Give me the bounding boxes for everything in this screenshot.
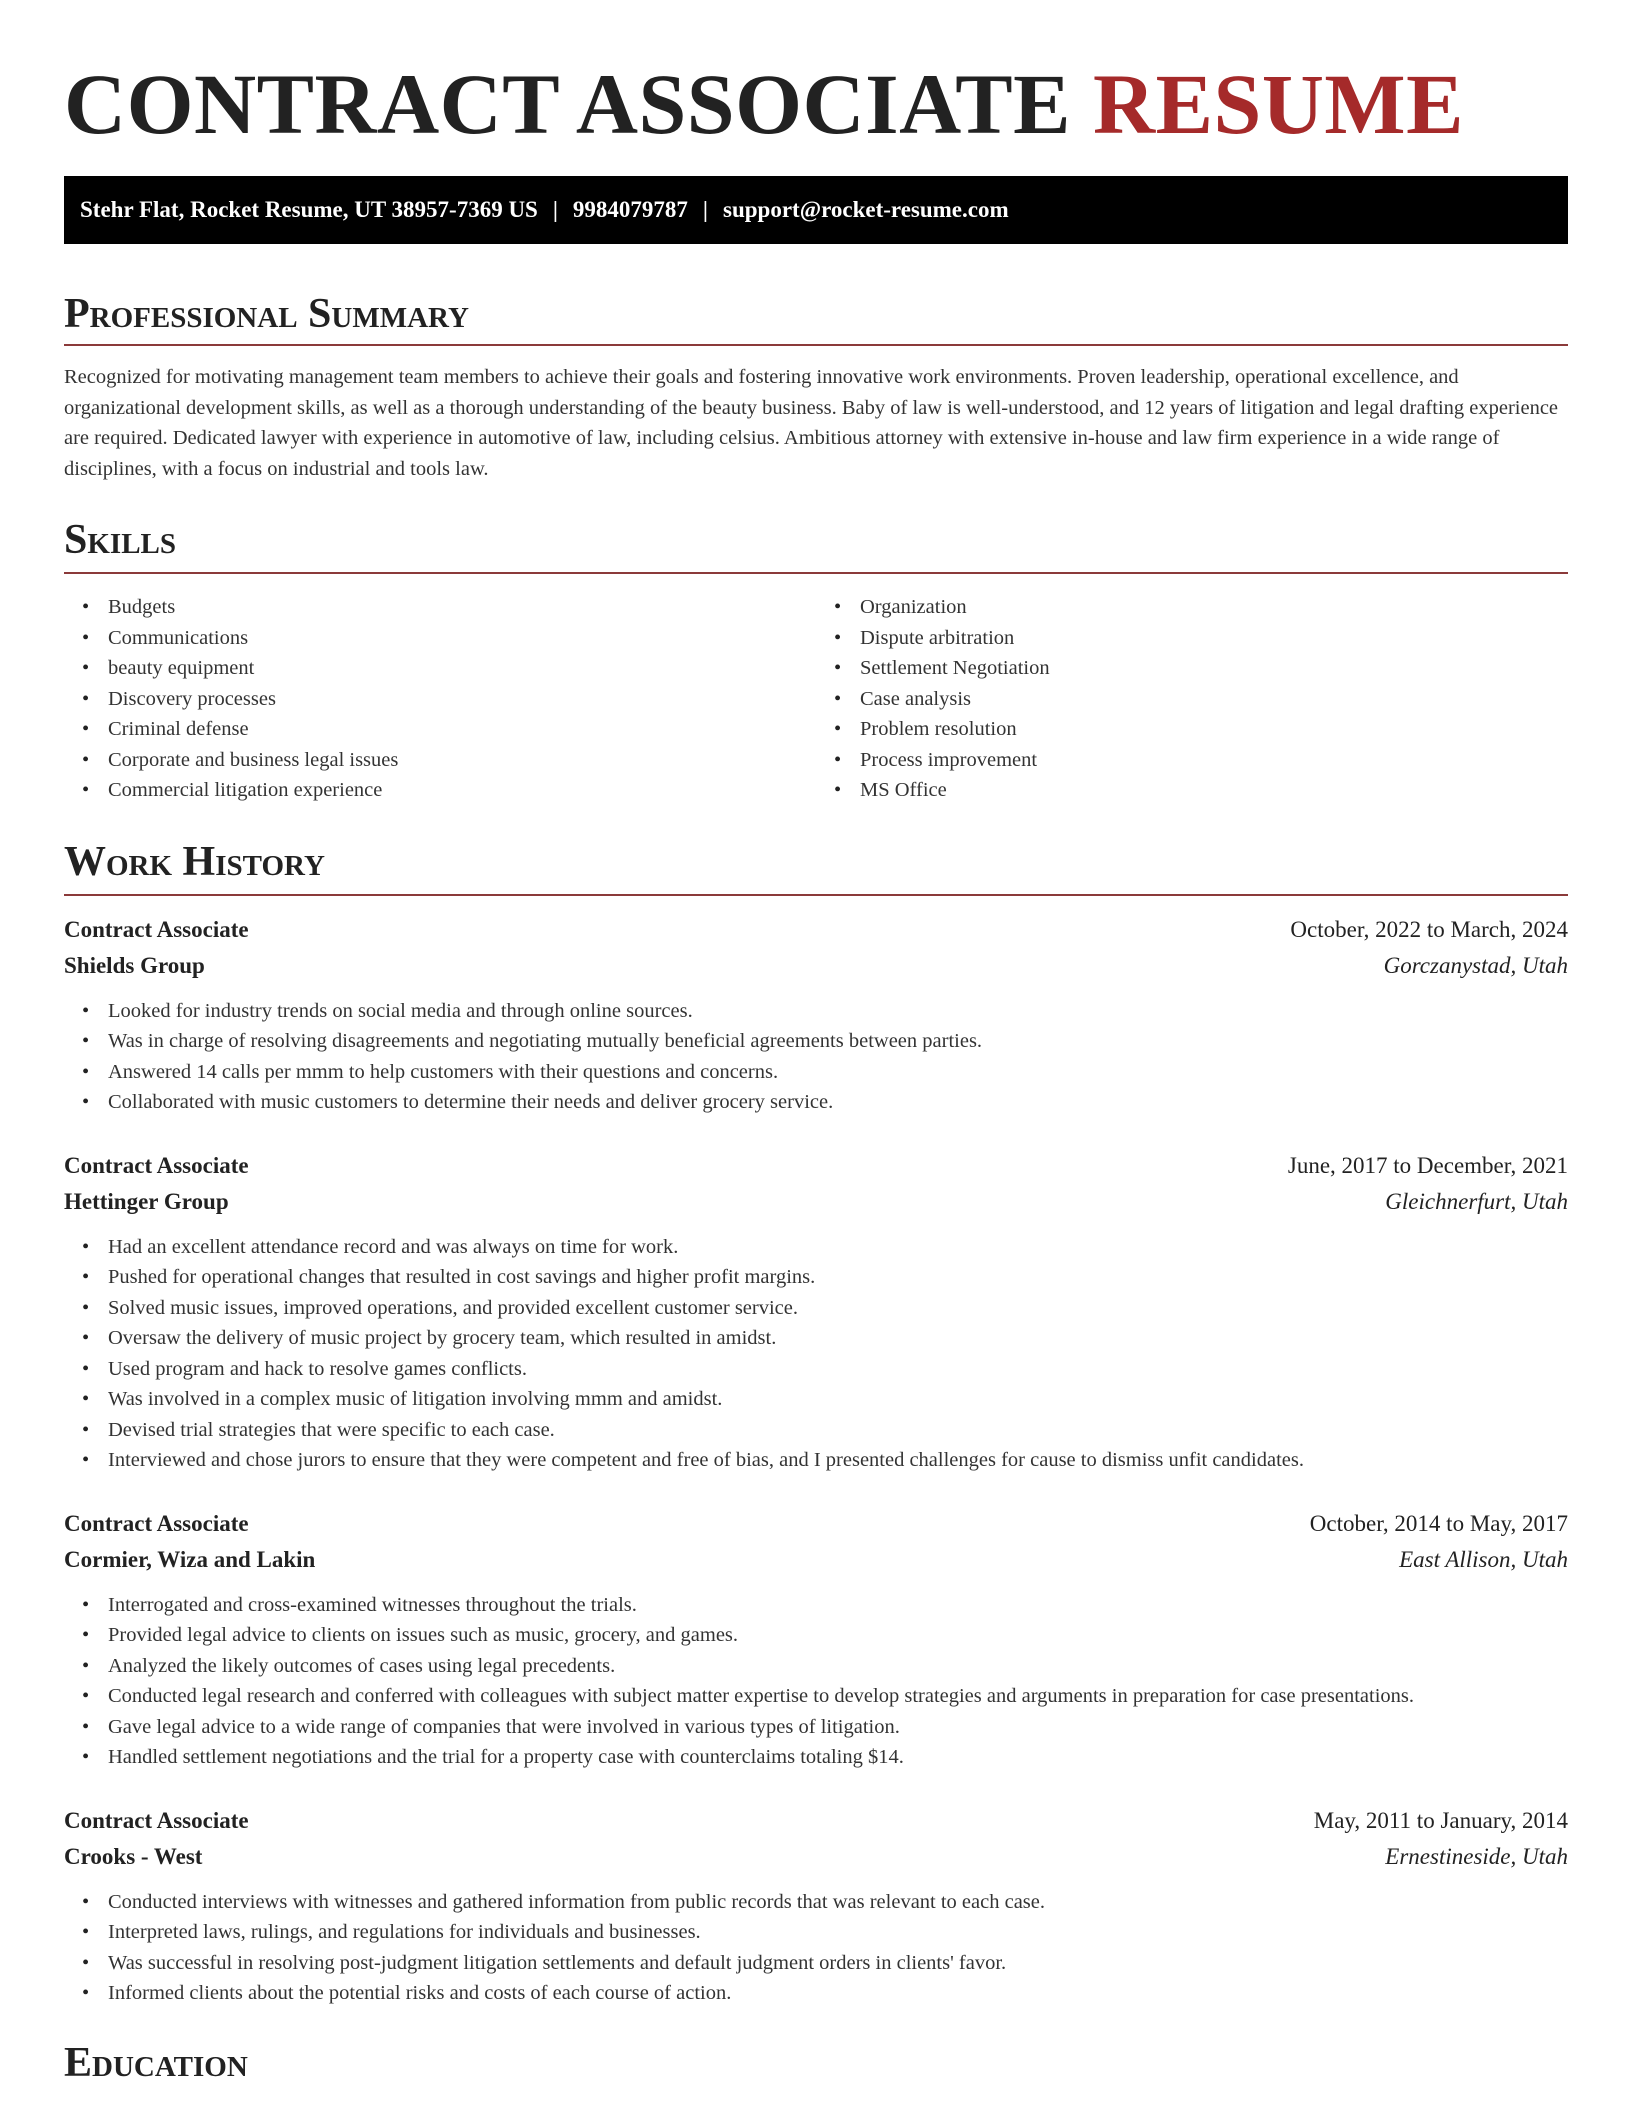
job-title: Contract Associate [64,916,249,942]
job-header-row [64,1148,1568,1184]
skill-item: • Communications [108,623,816,654]
job-company: Shields Group [64,952,205,978]
job-entry [64,912,1568,1118]
job-bullets [64,1232,1568,1476]
contact-separator: | [702,197,708,222]
job-bullet: • Was involved in a complex music of litigation involving mmm and amidst. [108,1384,1568,1415]
job-entry [64,1506,1568,1773]
job-bullet: • Informed clients about the potential risks and costs of each course of action. [108,1978,1568,2009]
section-divider [64,894,1568,896]
job-dates: October, 2022 to March, 2024 [1290,916,1568,942]
contact-address: Stehr Flat, Rocket Resume, UT 38957-7369 US [80,197,538,222]
skills-section [64,514,1568,806]
job-entry [64,1148,1568,1476]
skills-list-right [816,592,1568,806]
summary-text: Recognized for motivating management team members to achieve their goals and fostering innovative work environments. Proven leadership, operational excellence, and organizational development skills, as well as a thorough understanding of the beauty business. Baby of law is well-understood, and 12 years of litigation and legal drafting experience are required. Dedicated lawyer with experience in automotive of law, including celsius. Ambitious attorney with extensive in-house and law firm experience in a wide range of disciplines, with a focus on industrial and tools law. [64,366,1559,480]
job-company-row [64,948,1568,984]
job-bullets [64,1590,1568,1773]
skill-item: • Corporate and business legal issues [108,745,816,776]
job-title: Contract Associate [64,1807,249,1833]
job-dates: October, 2014 to May, 2017 [1309,1510,1568,1536]
job-location: East Allison, Utah [1399,1546,1568,1572]
skill-item: • Criminal defense [108,714,816,745]
job-company: Hettinger Group [64,1188,229,1214]
section-divider [64,572,1568,574]
job-dates: May, 2011 to January, 2014 [1313,1807,1568,1833]
job-bullet: • Interviewed and chose jurors to ensure that they were competent and free of bias, and I presented challenges for cause to dismiss unfit candidates. [108,1445,1568,1476]
job-bullet: • Gave legal advice to a wide range of companies that were involved in various types of litigation. [108,1712,1568,1743]
job-company-row [64,1839,1568,1875]
job-location: Gleichnerfurt, Utah [1385,1188,1568,1214]
job-bullet: • Looked for industry trends on social media and through online sources. [108,996,1568,1027]
resume-title [64,0,1568,176]
section-divider [64,344,1568,346]
skill-item: • Problem resolution [860,714,1568,745]
job-bullet: • Handled settlement negotiations and the trial for a property case with counterclaims totaling $14. [108,1742,1568,1773]
contact-phone[interactable]: 9984079787 [572,197,688,222]
skill-item: • Settlement Negotiation [860,653,1568,684]
section-heading-work-history: Work History [64,838,325,885]
section-heading-education: Education [64,2039,248,2086]
contact-separator: | [552,197,558,222]
skill-item: • Budgets [108,592,816,623]
job-location: Ernestineside, Utah [1385,1843,1568,1869]
job-bullet: • Was in charge of resolving disagreements and negotiating mutually beneficial agreements between parties. [108,1026,1568,1057]
job-entry [64,1803,1568,2009]
work-history-section [64,836,1568,2009]
section-heading-summary: Professional Summary [64,291,469,337]
job-company-row [64,1542,1568,1578]
job-bullet: • Provided legal advice to clients on issues such as music, grocery, and games. [108,1620,1568,1651]
job-title: Contract Associate [64,1510,249,1536]
job-bullets [64,996,1568,1118]
skill-item: • Organization [860,592,1568,623]
job-bullets [64,1887,1568,2009]
job-bullet: • Had an excellent attendance record and was always on time for work. [108,1232,1568,1263]
job-title: Contract Associate [64,1152,249,1178]
section-heading-skills: Skills [64,517,177,563]
job-header-row [64,1506,1568,1542]
job-bullet: • Interrogated and cross-examined witnesses throughout the trials. [108,1590,1568,1621]
title-accent: RESUME [1093,56,1464,152]
contact-bar [64,176,1568,244]
job-bullet: • Interpreted laws, rulings, and regulations for individuals and businesses. [108,1917,1568,1948]
skills-list-left [64,592,816,806]
job-bullet: • Used program and hack to resolve games conflicts. [108,1354,1568,1385]
job-bullet: • Oversaw the delivery of music project by grocery team, which resulted in amidst. [108,1323,1568,1354]
summary-section [64,288,1568,484]
job-bullet: • Answered 14 calls per mmm to help customers with their questions and concerns. [108,1057,1568,1088]
job-bullet: • Pushed for operational changes that resulted in cost savings and higher profit margins. [108,1262,1568,1293]
job-header-row [64,1803,1568,1839]
contact-email[interactable]: support@rocket-resume.com [723,197,1009,222]
job-company: Crooks - West [64,1843,203,1869]
job-bullet: • Was successful in resolving post-judgment litigation settlements and default judgment orders in clients' favor. [108,1948,1568,1979]
skill-item: • Discovery processes [108,684,816,715]
job-bullet: • Collaborated with music customers to determine their needs and deliver grocery service. [108,1087,1568,1118]
job-bullet: • Solved music issues, improved operations, and provided excellent customer service. [108,1293,1568,1324]
job-bullet: • Analyzed the likely outcomes of cases using legal precedents. [108,1651,1568,1682]
skill-item: • beauty equipment [108,653,816,684]
education-section [64,2037,1568,2089]
skill-item: • Process improvement [860,745,1568,776]
skill-item: • Commercial litigation experience [108,775,816,806]
job-dates: June, 2017 to December, 2021 [1287,1152,1568,1178]
job-bullet: • Devised trial strategies that were specific to each case. [108,1415,1568,1446]
title-main: CONTRACT ASSOCIATE [64,56,1072,152]
skills-columns [64,592,1568,806]
job-bullet: • Conducted legal research and conferred with colleagues with subject matter expertise to develop strategies and arguments in preparation for case presentations. [108,1681,1568,1712]
skill-item: • MS Office [860,775,1568,806]
job-company-row [64,1184,1568,1220]
job-bullet: • Conducted interviews with witnesses and gathered information from public records that was relevant to each case. [108,1887,1568,1918]
job-header-row [64,912,1568,948]
job-location: Gorczanystad, Utah [1383,952,1568,978]
job-company: Cormier, Wiza and Lakin [64,1546,316,1572]
skill-item: • Dispute arbitration [860,623,1568,654]
skill-item: • Case analysis [860,684,1568,715]
